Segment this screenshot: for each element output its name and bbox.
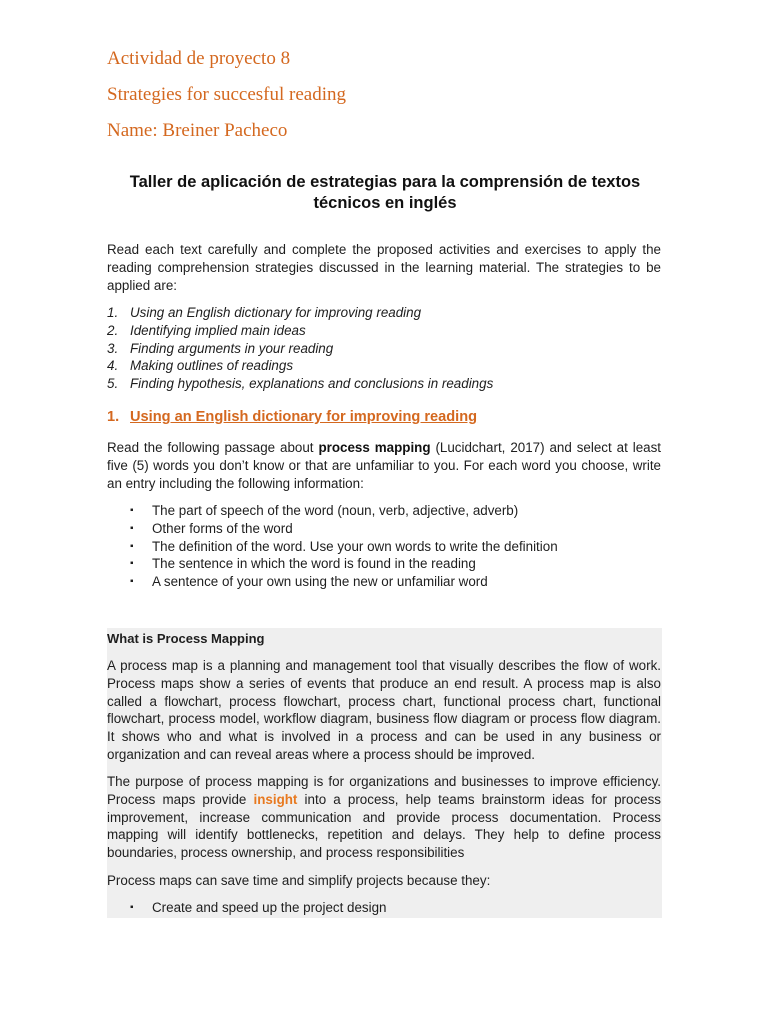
list-item: ▪ Other forms of the word [130,520,293,536]
reading-paragraph-3: Process maps can save time and simplify projects because they: [107,873,491,888]
list-item: 4. Making outlines of readings [107,358,294,374]
reading-heading: What is Process Mapping [107,631,265,646]
student-name: Name: Breiner Pacheco [107,120,288,141]
activity-title: Actividad de proyecto 8 [107,48,291,69]
document-title: Taller de aplicación de estrategias para la comprensión de textos técnicos en inglés [129,173,641,212]
section-1-instructions: Read the following passage about process mapping (Lucidchart, 2017) and select at least five (5) words you don’t know or that are unfamiliar to you. For each word you choose, write an entry including the following information: [107,440,662,491]
keyword-process-mapping: process mapping [318,440,431,455]
list-item: 2. Identifying implied main ideas [107,322,306,338]
list-item: ▪ Create and speed up the project design [130,900,387,915]
list-item: ▪ A sentence of your own using the new or unfamiliar word [130,574,488,590]
list-item: ▪ The definition of the word. Use your own words to write the definition [130,538,558,554]
list-item: 3. Finding arguments in your reading [107,340,334,356]
list-item: 1. Using an English dictionary for improving reading [107,305,422,320]
section-title: Using an English dictionary for improving reading [130,409,478,425]
course-subtitle: Strategies for succesful reading [107,84,346,105]
reading-bullet-list [130,899,387,917]
list-item: 5. Finding hypothesis, explanations and conclusions in readings [107,376,494,392]
reading-paragraph-2: The purpose of process mapping is for organizations and businesses to improve efficiency. Process maps provide insight into a process, help teams brainstorm ideas for process improvement, increase communication and provide process documentation. Process mapping will identify bottlenecks, repetition and delays. They help to define process boundaries, process ownership, and process responsibilities [107,774,661,861]
highlighted-word-insight: insight [253,791,298,807]
intro-paragraph: Read each text carefully and complete the proposed activities and exercises to apply the reading comprehension strategies discussed in the learning material. The strategies to be applied are: [107,242,661,293]
reading-paragraph-1: A process map is a planning and management tool that visually describes the flow of work. Process maps show a series of events that produce an end result. A process map is also called a flowchart, process flowchart, process chart, functional process chart, functional flowchart, process model, workflow diagram, business flow diagram or process flow diagram. It shows who and what is involved in a process and can be used in any business or organization and can reveal areas where a process should be improved. [107,658,661,762]
entry-requirements-list [130,502,558,591]
list-item: ▪ The part of speech of the word (noun, verb, adjective, adverb) [130,503,519,518]
strategies-list [107,304,493,393]
list-item: ▪ The sentence in which the word is found in the reading [130,556,476,572]
section-number: 1. [107,409,120,425]
section-1-heading [107,409,477,425]
